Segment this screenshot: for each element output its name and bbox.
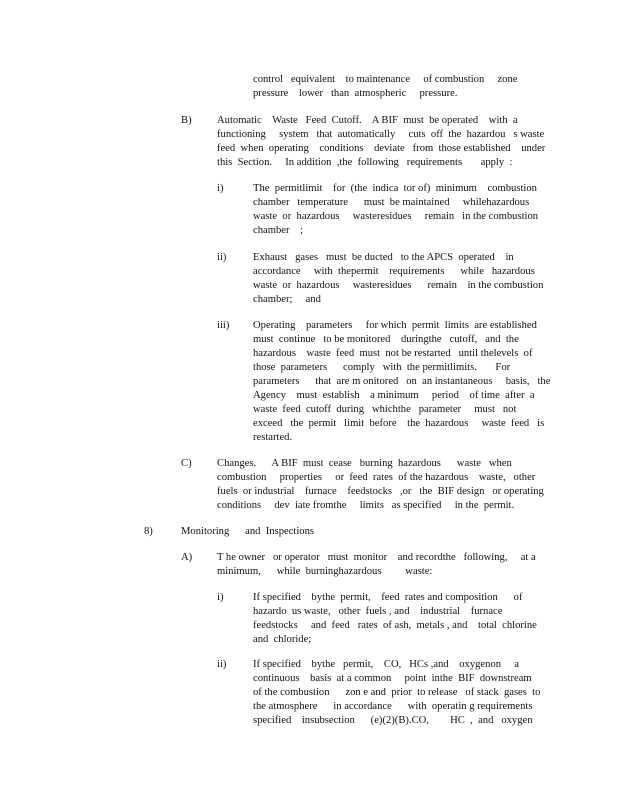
text-line: Exhaust gases must be ducted to the APCS operated in — [253, 252, 514, 263]
text-line: chamber temperature must be maintained whilehazardous — [253, 197, 530, 208]
text-line: and chloride; — [253, 634, 312, 645]
text-line: Changes. A BIF must cease burning hazardous waste when — [217, 458, 512, 469]
item-label: C) — [181, 458, 192, 469]
text-line: If specified bythe permit, CO, HCs ,and oxygenon a — [253, 659, 519, 670]
item-label: i) — [217, 183, 224, 194]
text-line: Agency must establish a minimum period of time after a — [253, 390, 535, 401]
text-line: exceed the permit limit before the hazardous waste feed is — [253, 418, 545, 429]
text-line: must continue to be monitored duringthe cutoff, and the — [253, 334, 519, 345]
text-line: waste or hazardous wasteresidues remain in the combustion — [253, 211, 539, 222]
text-line: parameters that are m onitored on an instantaneous basis, the — [253, 376, 551, 387]
section-heading: Monitoring and Inspections — [181, 526, 314, 537]
text-line: control equivalent to maintenance of combustion zone — [253, 74, 518, 85]
item-label: 8) — [144, 526, 153, 537]
text-line: Automatic Waste Feed Cutoff. A BIF must be operated with a — [217, 115, 518, 126]
text-line: those parameters comply with the permitlimits. For — [253, 362, 511, 373]
text-line: continuous basis at a common point inthe BIF downstream — [253, 673, 532, 684]
text-line: chamber; and — [253, 294, 321, 305]
text-line: Operating parameters for which permit limits are established — [253, 320, 537, 331]
text-line: combustion properties or feed rates of the hazardous waste, other — [217, 472, 536, 483]
item-label: i) — [217, 592, 224, 603]
text-line: restarted. — [253, 432, 293, 443]
text-line: minimum, while burninghazardous waste: — [217, 566, 433, 577]
text-line: accordance with thepermit requirements while hazardous — [253, 266, 535, 277]
text-line: specified insubsection (e)(2)(B).CO, HC , and oxygen — [253, 715, 533, 726]
text-line: If specified bythe permit, feed rates and composition of — [253, 592, 523, 603]
text-line: waste or hazardous wasteresidues remain in the combustion — [253, 280, 544, 291]
text-line: this Section. In addition ,the following requirements apply : — [217, 157, 513, 168]
text-line: chamber ; — [253, 225, 304, 236]
text-line: T he owner or operator must monitor and recordthe following, at a — [217, 552, 536, 563]
text-line: functioning system that automatically cuts off the hazardou s waste — [217, 129, 545, 140]
text-line: pressure lower than atmospheric pressure. — [253, 88, 458, 99]
text-line: the atmosphere in accordance with operatin g requirements — [253, 701, 533, 712]
item-label: B) — [181, 115, 192, 126]
item-label: ii) — [217, 659, 227, 670]
text-line: waste feed cutoff during whichthe parameter must not — [253, 404, 517, 415]
text-line: The permitlimit for (the indica tor of) minimum combustion — [253, 183, 537, 194]
item-label: ii) — [217, 252, 227, 263]
item-label: A) — [181, 552, 193, 563]
text-line: conditions dev iate fromthe limits as specified in the permit. — [217, 500, 515, 511]
text-line: hazardous waste feed must not be restarted until thelevels of — [253, 348, 533, 359]
text-line: hazardo us waste, other fuels , and industrial furnace — [253, 606, 503, 617]
text-line: feed when operating conditions deviate from those established under — [217, 143, 546, 154]
item-label: iii) — [217, 320, 230, 331]
text-line: feedstocks and feed rates of ash, metals , and total chlorine — [253, 620, 537, 631]
text-line: fuels or industrial furnace feedstocks ,or the BIF design or operating — [217, 486, 544, 497]
text-line: of the combustion zon e and prior to release of stack gases to — [253, 687, 541, 698]
